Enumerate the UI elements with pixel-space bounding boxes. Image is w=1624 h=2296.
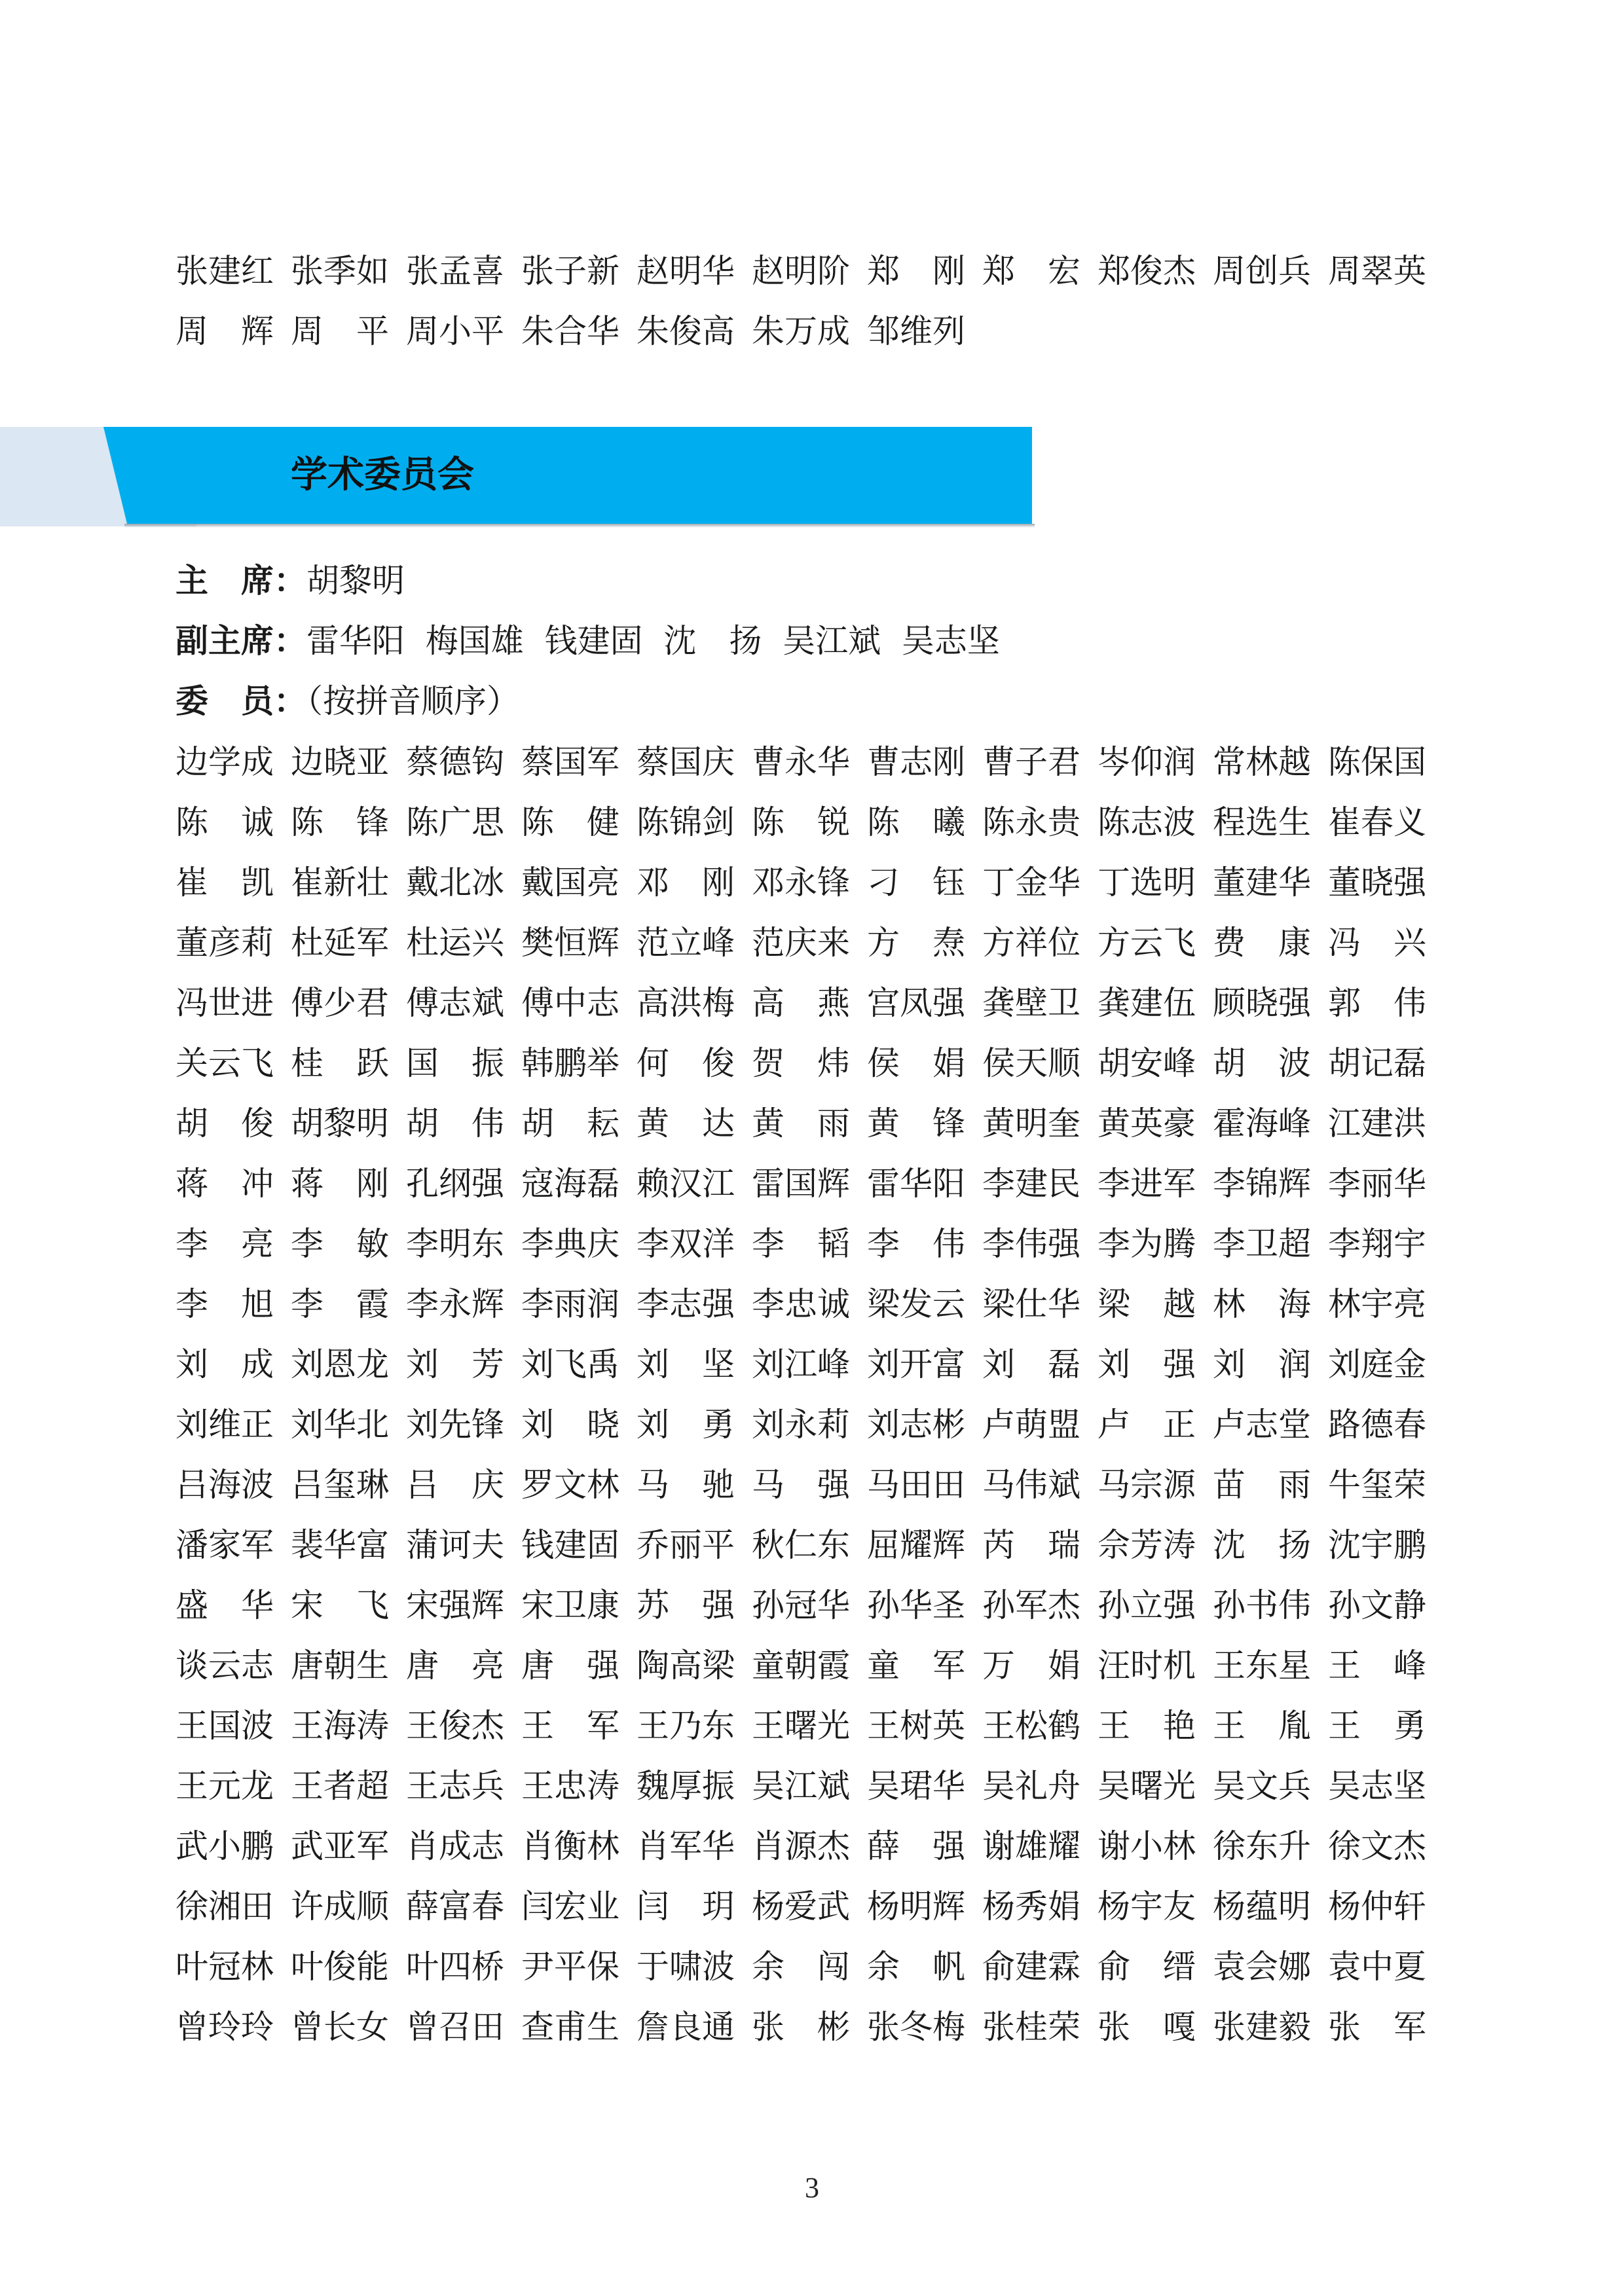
name-entry: 冯世进: [175, 984, 274, 1022]
name-entry: 钱建固: [521, 1526, 619, 1564]
continued-names-grid: [175, 241, 1443, 361]
name-entry: 董晓强: [1328, 864, 1426, 902]
name-entry: 刘维正: [175, 1406, 274, 1444]
name-entry: 王东星: [1213, 1647, 1311, 1685]
name-entry: 宋卫康: [521, 1586, 619, 1624]
section-banner: [0, 427, 1035, 526]
name-entry: 蔡德钩: [406, 743, 504, 781]
name-entry: 刘庭金: [1328, 1345, 1426, 1383]
name-entry: 唐 亮: [406, 1647, 504, 1685]
name-entry: 胡 俊: [175, 1104, 274, 1142]
name-entry: 于啸波: [637, 1948, 735, 1986]
name-entry: 邹维列: [867, 312, 965, 350]
name-entry: 李 霞: [291, 1285, 389, 1323]
name-entry: 曾长女: [291, 2008, 389, 2046]
name-entry: 陈锦剑: [637, 803, 735, 841]
name-entry: 张 军: [1328, 2008, 1426, 2046]
name-entry: 丁选明: [1098, 864, 1196, 902]
name-entry: 陶高梁: [637, 1647, 735, 1685]
name-entry: 蒋 刚: [291, 1165, 389, 1203]
name-entry: 刘江峰: [752, 1345, 850, 1383]
name-entry: 李锦辉: [1213, 1165, 1311, 1203]
name-entry: 卢萌盟: [982, 1406, 1080, 1444]
name-entry: 宋强辉: [406, 1586, 504, 1624]
name-entry: 乔丽平: [637, 1526, 735, 1564]
name-entry: 蔡国庆: [637, 743, 735, 781]
name-entry: 吴礼舟: [982, 1767, 1080, 1805]
name-entry: 李 韬: [752, 1225, 850, 1263]
name-entry: 曹子君: [982, 743, 1080, 781]
name-entry: 李建民: [982, 1165, 1080, 1203]
name-entry: 刘 芳: [406, 1345, 504, 1383]
name-entry: 万 娟: [982, 1647, 1080, 1685]
name-entry: 何 俊: [637, 1044, 735, 1082]
name-entry: 芮 瑞: [982, 1526, 1080, 1564]
name-entry: 雷华阳: [867, 1165, 965, 1203]
members-label: 委 员: [175, 682, 274, 720]
vice-chair-label: 副主席: [175, 621, 274, 660]
name-entry: 李 旭: [175, 1285, 274, 1323]
name-entry: 李 伟: [867, 1225, 965, 1263]
name-entry: 刘 磊: [982, 1345, 1080, 1383]
name-entry: 刘 勇: [637, 1406, 735, 1444]
name-entry: 蒲诃夫: [406, 1526, 504, 1564]
name-entry: 马田田: [867, 1466, 965, 1504]
name-entry: 顾晓强: [1213, 984, 1311, 1022]
vice-chair-line: [175, 621, 1000, 660]
name-entry: 王海涛: [291, 1707, 389, 1745]
name-entry: 杨蕴明: [1213, 1887, 1311, 1925]
name-entry: 高 燕: [752, 984, 850, 1022]
name-entry: 陈永贵: [982, 803, 1080, 841]
name-entry: 肖衡林: [521, 1827, 619, 1865]
name-entry: 盛 华: [175, 1586, 274, 1624]
name-entry: 刘 润: [1213, 1345, 1311, 1383]
name-entry: 李雨润: [521, 1285, 619, 1323]
name-entry: 周创兵: [1213, 252, 1311, 290]
name-entry: 罗文林: [521, 1466, 619, 1504]
name-entry: 闫 玥: [637, 1887, 735, 1925]
name-entry: 朱万成: [752, 312, 850, 350]
name-entry: 林宇亮: [1328, 1285, 1426, 1323]
name-entry: 杨宇友: [1098, 1887, 1196, 1925]
name-entry: 王 峰: [1328, 1647, 1426, 1685]
chair-separator: ：: [274, 561, 306, 600]
name-entry: 李 敏: [291, 1225, 389, 1263]
name-entry: 侯 娟: [867, 1044, 965, 1082]
name-entry: 戴北冰: [406, 864, 504, 902]
name-entry: 程选生: [1213, 803, 1311, 841]
name-entry: 杨仲轩: [1328, 1887, 1426, 1925]
name-entry: 查甫生: [521, 2008, 619, 2046]
name-entry: 杨秀娟: [982, 1887, 1080, 1925]
name-entry: 蔡国军: [521, 743, 619, 781]
name-entry: 周 辉: [175, 312, 274, 350]
name-entry: 沈 扬: [1213, 1526, 1311, 1564]
name-entry: 张季如: [291, 252, 389, 290]
name-entry: 武小鹏: [175, 1827, 274, 1865]
name-entry: 刘 坚: [637, 1345, 735, 1383]
name-entry: 叶冠林: [175, 1948, 274, 1986]
name-entry: 李双洋: [637, 1225, 735, 1263]
name-entry: 裴华富: [291, 1526, 389, 1564]
name-entry: 丁金华: [982, 864, 1080, 902]
name-entry: 唐朝生: [291, 1647, 389, 1685]
name-entry: 王元龙: [175, 1767, 274, 1805]
name-entry: 曹志刚: [867, 743, 965, 781]
name-entry: 李伟强: [982, 1225, 1080, 1263]
name-entry: 黄英豪: [1098, 1104, 1196, 1142]
name-entry: 马宗源: [1098, 1466, 1196, 1504]
name-entry: 叶四桥: [406, 1948, 504, 1986]
name-entry: 薛 强: [867, 1827, 965, 1865]
name-entry: 杨明辉: [867, 1887, 965, 1925]
name-entry: 梁仕华: [982, 1285, 1080, 1323]
name-entry: 周翠英: [1328, 252, 1426, 290]
name-entry: 尹平保: [521, 1948, 619, 1986]
name-entry: 王乃东: [637, 1707, 735, 1745]
name-entry: 余 闯: [752, 1948, 850, 1986]
name-entry: 董彦莉: [175, 924, 274, 962]
name-entry: 黄 雨: [752, 1104, 850, 1142]
name-entry: 童朝霞: [752, 1647, 850, 1685]
name-entry: 郑俊杰: [1098, 252, 1196, 290]
name-entry: 冯 兴: [1328, 924, 1426, 962]
name-entry: 朱俊高: [637, 312, 735, 350]
name-entry: 刘先锋: [406, 1406, 504, 1444]
name-entry: 梁发云: [867, 1285, 965, 1323]
name-entry: 徐文杰: [1328, 1827, 1426, 1865]
name-entry: 吴文兵: [1213, 1767, 1311, 1805]
name-entry: 屈耀辉: [867, 1526, 965, 1564]
name-entry: 岑仰润: [1098, 743, 1196, 781]
name-entry: 刁 钰: [867, 864, 965, 902]
name-entry: 王松鹤: [982, 1707, 1080, 1745]
name-entry: 周 平: [291, 312, 389, 350]
name-entry: 刘 强: [1098, 1345, 1196, 1383]
name-entry: 张建毅: [1213, 2008, 1311, 2046]
name-entry: 俞 缙: [1098, 1948, 1196, 1986]
name-entry: 李丽华: [1328, 1165, 1426, 1203]
name-entry: 王曙光: [752, 1707, 850, 1745]
name-entry: 胡记磊: [1328, 1044, 1426, 1082]
name-entry: 崔 凯: [175, 864, 274, 902]
name-entry: 叶俊能: [291, 1948, 389, 1986]
name-entry: 王 勇: [1328, 1707, 1426, 1745]
name-entry: 徐湘田: [175, 1887, 274, 1925]
name-entry: 梁 越: [1098, 1285, 1196, 1323]
name-entry: 费 康: [1213, 924, 1311, 962]
name-entry: 宫凤强: [867, 984, 965, 1022]
member-names-grid: [175, 732, 1443, 2057]
name-entry: 李忠诚: [752, 1285, 850, 1323]
name-entry: 赵明阶: [752, 252, 850, 290]
name-entry: 曾召田: [406, 2008, 504, 2046]
name-entry: 朱合华: [521, 312, 619, 350]
name-entry: 桂 跃: [291, 1044, 389, 1082]
name-entry: 国 振: [406, 1044, 504, 1082]
name-entry: 傅志斌: [406, 984, 504, 1022]
name-entry: 张 彬: [752, 2008, 850, 2046]
name-entry: 傅少君: [291, 984, 389, 1022]
name-entry: 余 帆: [867, 1948, 965, 1986]
name-entry: 杜运兴: [406, 924, 504, 962]
name-entry: 童 军: [867, 1647, 965, 1685]
name-entry: 高洪梅: [637, 984, 735, 1022]
name-entry: 贺 炜: [752, 1044, 850, 1082]
name-entry: 王志兵: [406, 1767, 504, 1805]
name-entry: 边学成: [175, 743, 274, 781]
vice-chair-names: 雷华阳 梅国雄 钱建固 沈 扬 吴江斌 吴志坚: [306, 622, 1000, 660]
name-entry: 范庆来: [752, 924, 850, 962]
section-title: 学术委员会: [291, 454, 474, 496]
name-entry: 李卫超: [1213, 1225, 1311, 1263]
name-entry: 崔春义: [1328, 803, 1426, 841]
name-entry: 江建洪: [1328, 1104, 1426, 1142]
name-entry: 张孟喜: [406, 252, 504, 290]
name-entry: 陈志波: [1098, 803, 1196, 841]
banner-main-shape: [103, 427, 1032, 524]
name-entry: 沈宇鹏: [1328, 1526, 1426, 1564]
name-entry: 王树英: [867, 1707, 965, 1745]
name-entry: 李志强: [637, 1285, 735, 1323]
name-entry: 路德春: [1328, 1406, 1426, 1444]
name-entry: 刘飞禹: [521, 1345, 619, 1383]
name-entry: 王 艳: [1098, 1707, 1196, 1745]
name-entry: 袁中夏: [1328, 1948, 1426, 1986]
name-entry: 孙华圣: [867, 1586, 965, 1624]
name-entry: 宋 飞: [291, 1586, 389, 1624]
name-entry: 崔新壮: [291, 864, 389, 902]
name-entry: 苗 雨: [1213, 1466, 1311, 1504]
name-entry: 曾玲玲: [175, 2008, 274, 2046]
name-entry: 霍海峰: [1213, 1104, 1311, 1142]
name-entry: 陈 诚: [175, 803, 274, 841]
name-entry: 张 嘎: [1098, 2008, 1196, 2046]
name-entry: 周小平: [406, 312, 504, 350]
name-entry: 方云飞: [1098, 924, 1196, 962]
name-entry: 徐东升: [1213, 1827, 1311, 1865]
name-entry: 郭 伟: [1328, 984, 1426, 1022]
name-entry: 肖源杰: [752, 1827, 850, 1865]
name-entry: 张子新: [521, 252, 619, 290]
name-entry: 刘永莉: [752, 1406, 850, 1444]
name-entry: 杨爱武: [752, 1887, 850, 1925]
name-entry: 秋仁东: [752, 1526, 850, 1564]
name-entry: 黄 达: [637, 1104, 735, 1142]
name-entry: 潘家军: [175, 1526, 274, 1564]
page-number: 3: [805, 2172, 819, 2204]
name-entry: 李典庆: [521, 1225, 619, 1263]
name-entry: 吕玺琳: [291, 1466, 389, 1504]
name-entry: 关云飞: [175, 1044, 274, 1082]
name-entry: 袁会娜: [1213, 1948, 1311, 1986]
name-entry: 胡 伟: [406, 1104, 504, 1142]
name-entry: 范立峰: [637, 924, 735, 962]
name-entry: 赵明华: [637, 252, 735, 290]
name-entry: 詹良通: [637, 2008, 735, 2046]
name-entry: 方 焘: [867, 924, 965, 962]
name-entry: 侯天顺: [982, 1044, 1080, 1082]
name-entry: 边晓亚: [291, 743, 389, 781]
name-entry: 王者超: [291, 1767, 389, 1805]
name-entry: 张冬梅: [867, 2008, 965, 2046]
name-entry: 王 胤: [1213, 1707, 1311, 1745]
name-entry: 韩鹏举: [521, 1044, 619, 1082]
members-line: [175, 682, 519, 720]
chair-label: 主 席: [175, 561, 274, 600]
name-entry: 卢 正: [1098, 1406, 1196, 1444]
name-entry: 傅中志: [521, 984, 619, 1022]
name-entry: 马 强: [752, 1466, 850, 1504]
name-entry: 陈 锋: [291, 803, 389, 841]
name-entry: 武亚军: [291, 1827, 389, 1865]
name-entry: 杜延军: [291, 924, 389, 962]
name-entry: 谢小林: [1098, 1827, 1196, 1865]
name-entry: 马伟斌: [982, 1466, 1080, 1504]
name-entry: 胡 波: [1213, 1044, 1311, 1082]
name-entry: 李翔宇: [1328, 1225, 1426, 1263]
name-entry: 刘开富: [867, 1345, 965, 1383]
name-entry: 王忠涛: [521, 1767, 619, 1805]
name-entry: 龚建伍: [1098, 984, 1196, 1022]
name-entry: 孙立强: [1098, 1586, 1196, 1624]
name-entry: 郑 刚: [867, 252, 965, 290]
name-entry: 胡黎明: [291, 1104, 389, 1142]
name-entry: 刘华北: [291, 1406, 389, 1444]
members-separator: ：: [274, 682, 306, 720]
name-entry: 吴江斌: [752, 1767, 850, 1805]
name-entry: 吕 庆: [406, 1466, 504, 1504]
name-entry: 肖成志: [406, 1827, 504, 1865]
name-entry: 唐 强: [521, 1647, 619, 1685]
name-entry: 胡安峰: [1098, 1044, 1196, 1082]
name-entry: 吴曙光: [1098, 1767, 1196, 1805]
name-entry: 王 军: [521, 1707, 619, 1745]
name-entry: 郑 宏: [982, 252, 1080, 290]
name-entry: 刘志彬: [867, 1406, 965, 1444]
name-entry: 王国波: [175, 1707, 274, 1745]
vice-chair-separator: ：: [274, 621, 306, 660]
name-entry: 魏厚振: [637, 1767, 735, 1805]
name-entry: 谈云志: [175, 1647, 274, 1685]
name-entry: 马 驰: [637, 1466, 735, 1504]
name-entry: 邓 刚: [637, 864, 735, 902]
name-entry: 刘恩龙: [291, 1345, 389, 1383]
name-entry: 吴珺华: [867, 1767, 965, 1805]
name-entry: 孙冠华: [752, 1586, 850, 1624]
name-entry: 赖汉江: [637, 1165, 735, 1203]
banner-shadow: [124, 524, 1035, 528]
name-entry: 龚壁卫: [982, 984, 1080, 1022]
name-entry: 吕海波: [175, 1466, 274, 1504]
name-entry: 李 亮: [175, 1225, 274, 1263]
name-entry: 汪时机: [1098, 1647, 1196, 1685]
name-entry: 陈保国: [1328, 743, 1426, 781]
name-entry: 李永辉: [406, 1285, 504, 1323]
name-entry: 孙书伟: [1213, 1586, 1311, 1624]
name-entry: 陈广思: [406, 803, 504, 841]
name-entry: 俞建霖: [982, 1948, 1080, 1986]
name-entry: 许成顺: [291, 1887, 389, 1925]
name-entry: 孙文静: [1328, 1586, 1426, 1624]
name-entry: 孙军杰: [982, 1586, 1080, 1624]
name-entry: 樊恒辉: [521, 924, 619, 962]
name-entry: 孔纲强: [406, 1165, 504, 1203]
name-entry: 卢志堂: [1213, 1406, 1311, 1444]
name-entry: 谢雄耀: [982, 1827, 1080, 1865]
name-entry: 邓永锋: [752, 864, 850, 902]
chair-name: 胡黎明: [306, 562, 405, 600]
name-entry: 常林越: [1213, 743, 1311, 781]
name-entry: 吴志坚: [1328, 1767, 1426, 1805]
name-entry: 寇海磊: [521, 1165, 619, 1203]
name-entry: 林 海: [1213, 1285, 1311, 1323]
name-entry: 牛玺荣: [1328, 1466, 1426, 1504]
name-entry: 张桂荣: [982, 2008, 1080, 2046]
name-entry: 苏 强: [637, 1586, 735, 1624]
name-entry: 黄明奎: [982, 1104, 1080, 1142]
name-entry: 陈 锐: [752, 803, 850, 841]
name-entry: 闫宏业: [521, 1887, 619, 1925]
name-entry: 李进军: [1098, 1165, 1196, 1203]
members-order-note: （按拼音顺序）: [306, 682, 519, 720]
name-entry: 肖军华: [637, 1827, 735, 1865]
name-entry: 黄 锋: [867, 1104, 965, 1142]
name-entry: 董建华: [1213, 864, 1311, 902]
name-entry: 佘芳涛: [1098, 1526, 1196, 1564]
name-entry: 刘 晓: [521, 1406, 619, 1444]
name-entry: 胡 耘: [521, 1104, 619, 1142]
name-entry: 李明东: [406, 1225, 504, 1263]
name-entry: 戴国亮: [521, 864, 619, 902]
name-entry: 刘 成: [175, 1345, 274, 1383]
name-entry: 方祥位: [982, 924, 1080, 962]
name-entry: 雷国辉: [752, 1165, 850, 1203]
name-entry: 李为腾: [1098, 1225, 1196, 1263]
name-entry: 曹永华: [752, 743, 850, 781]
chair-line: [175, 561, 405, 600]
name-entry: 陈 健: [521, 803, 619, 841]
name-entry: 陈 曦: [867, 803, 965, 841]
name-entry: 王俊杰: [406, 1707, 504, 1745]
name-entry: 张建红: [175, 252, 274, 290]
name-entry: 蒋 冲: [175, 1165, 274, 1203]
name-entry: 薛富春: [406, 1887, 504, 1925]
